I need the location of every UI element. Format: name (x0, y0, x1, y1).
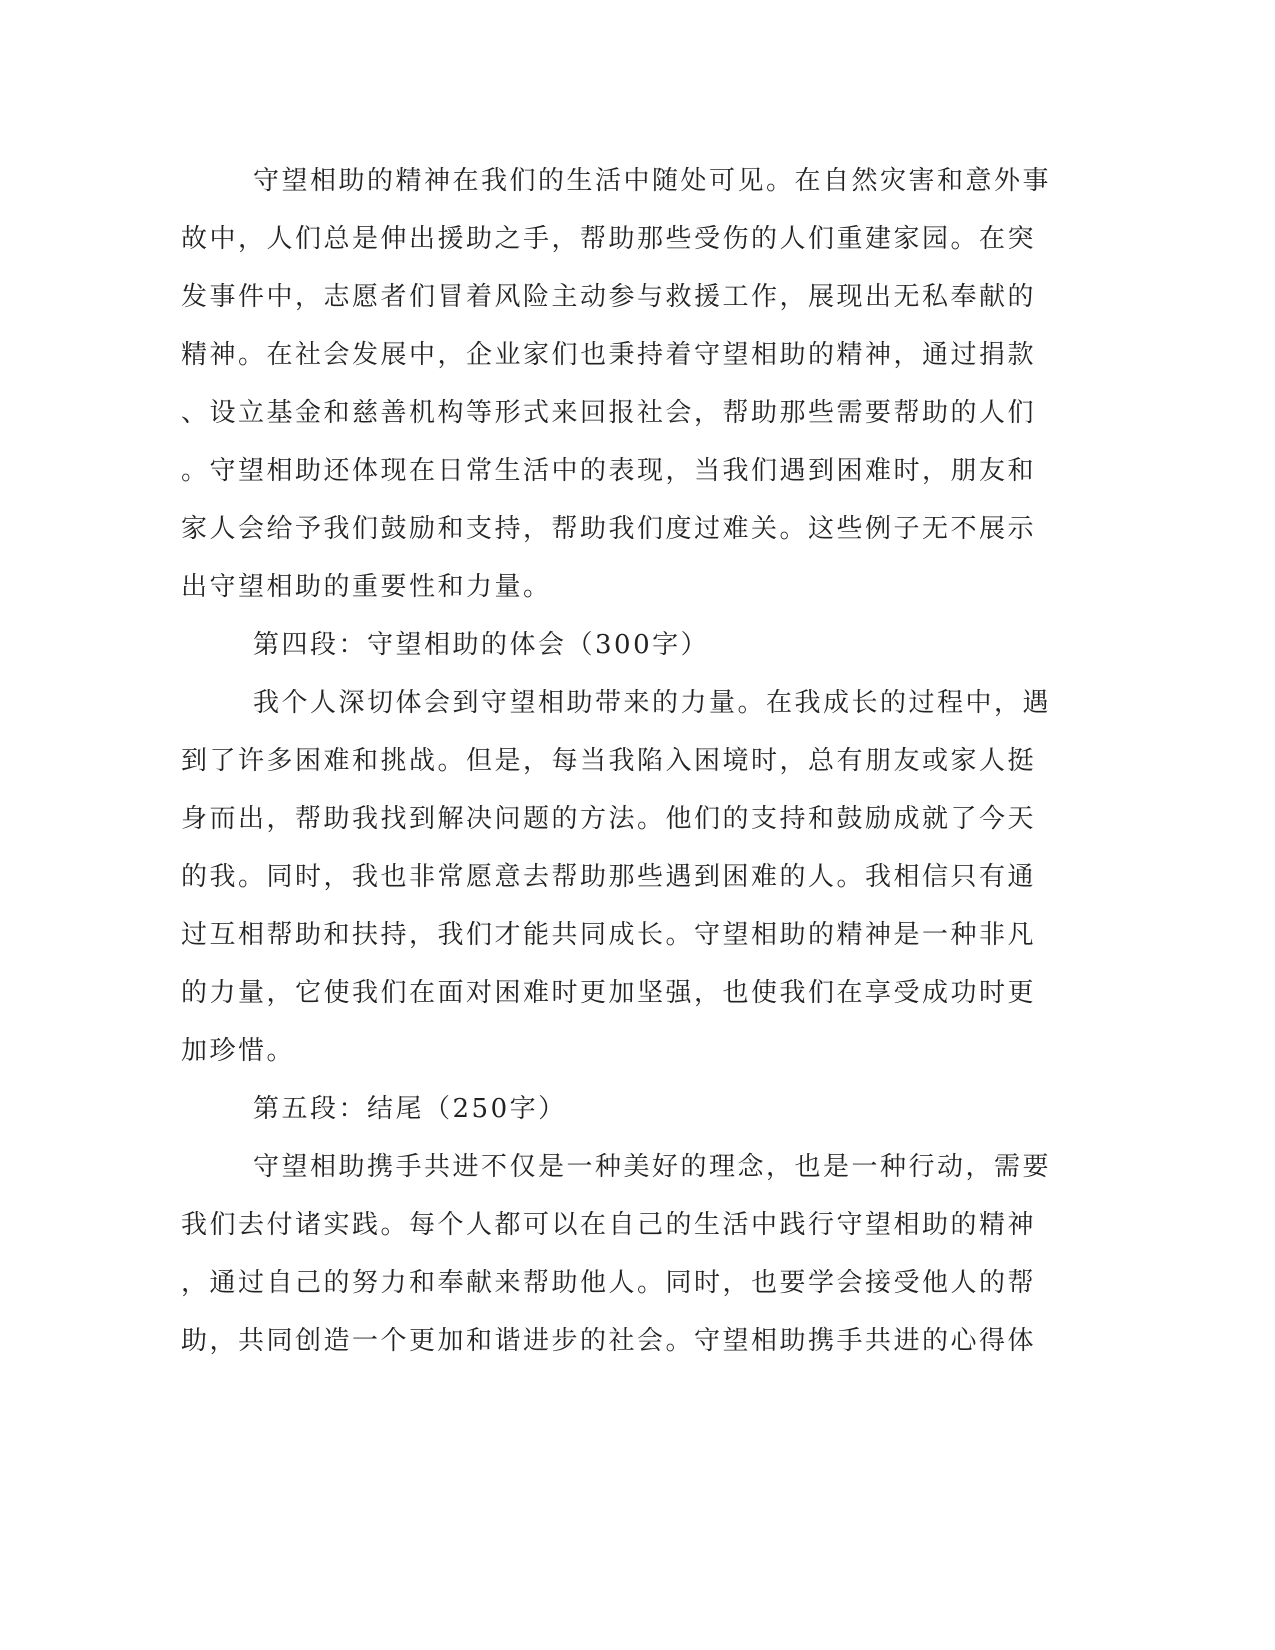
paragraph-3-line-4: 精神。在社会发展中，企业家们也秉持着守望相助的精神，通过捐款 (181, 340, 1037, 370)
paragraph-3-line-8: 出守望相助的重要性和力量。 (181, 572, 552, 602)
paragraph-4-line-5: 过互相帮助和扶持，我们才能共同成长。守望相助的精神是一种非凡 (181, 920, 1037, 950)
paragraph-3-line-5: 、设立基金和慈善机构等形式来回报社会，帮助那些需要帮助的人们 (181, 398, 1037, 428)
section-4-heading: 第四段：守望相助的体会（300字） (253, 630, 710, 660)
paragraph-4-line-4: 的我。同时，我也非常愿意去帮助那些遇到困难的人。我相信只有通 (181, 862, 1037, 892)
paragraph-4-line-7: 加珍惜。 (181, 1036, 296, 1066)
paragraph-3-line-3: 发事件中，志愿者们冒着风险主动参与救援工作，展现出无私奉献的 (181, 282, 1037, 312)
paragraph-4-line-2: 到了许多困难和挑战。但是，每当我陷入困境时，总有朋友或家人挺 (181, 746, 1037, 776)
paragraph-3-line-7: 家人会给予我们鼓励和支持，帮助我们度过难关。这些例子无不展示 (181, 514, 1037, 544)
paragraph-3-line-1: 守望相助的精神在我们的生活中随处可见。在自然灾害和意外事 (253, 166, 1052, 196)
paragraph-4-line-1: 我个人深切体会到守望相助带来的力量。在我成长的过程中，遇 (253, 688, 1052, 718)
paragraph-5-line-4: 助，共同创造一个更加和谐进步的社会。守望相助携手共进的心得体 (181, 1326, 1037, 1356)
paragraph-5-line-2: 我们去付诸实践。每个人都可以在自己的生活中践行守望相助的精神 (181, 1210, 1037, 1240)
paragraph-3-line-6: 。守望相助还体现在日常生活中的表现，当我们遇到困难时，朋友和 (181, 456, 1037, 486)
paragraph-5-line-1: 守望相助携手共进不仅是一种美好的理念，也是一种行动，需要 (253, 1152, 1052, 1182)
section-5-heading: 第五段：结尾（250字） (253, 1094, 567, 1124)
paragraph-5-line-3: ，通过自己的努力和奉献来帮助他人。同时，也要学会接受他人的帮 (181, 1268, 1037, 1298)
paragraph-4-line-6: 的力量，它使我们在面对困难时更加坚强，也使我们在享受成功时更 (181, 978, 1037, 1008)
paragraph-4-line-3: 身而出，帮助我找到解决问题的方法。他们的支持和鼓励成就了今天 (181, 804, 1037, 834)
paragraph-3-line-2: 故中，人们总是伸出援助之手，帮助那些受伤的人们重建家园。在突 (181, 224, 1037, 254)
